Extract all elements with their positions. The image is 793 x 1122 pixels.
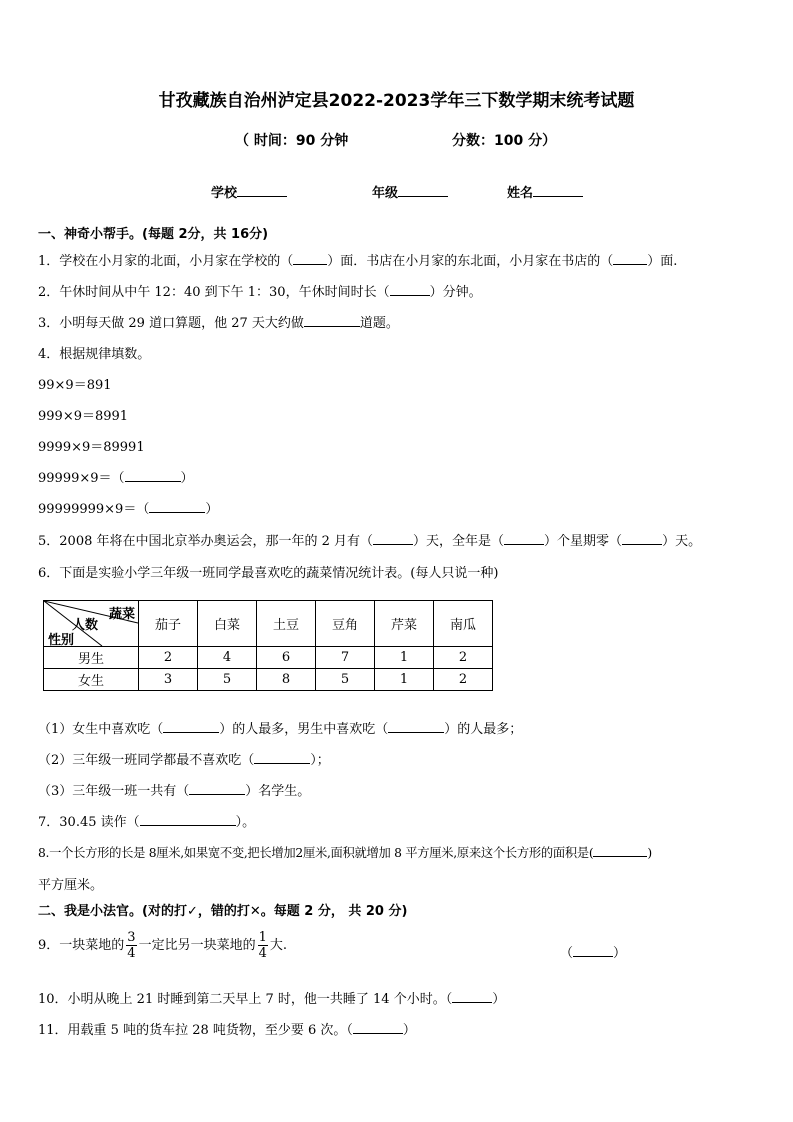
- corner-label-veg: 蔬菜: [108, 607, 135, 622]
- pattern-line-4: 99999×9＝（ ）: [38, 471, 194, 486]
- answer-blank[interactable]: [613, 252, 647, 265]
- answer-blank[interactable]: [254, 751, 310, 764]
- answer-blank[interactable]: [163, 720, 219, 733]
- answer-blank[interactable]: [149, 500, 205, 513]
- pattern-line-3: 9999×9＝89991: [38, 440, 145, 455]
- table-cell: 5: [198, 669, 257, 691]
- page-title: 甘孜藏族自治州泸定县2022-2023学年三下数学期末统考试题: [158, 91, 635, 111]
- answer-blank[interactable]: [504, 532, 544, 545]
- table-header-cell: 白菜: [198, 601, 257, 647]
- answer-blank[interactable]: [189, 782, 245, 795]
- grade-label: 年级: [372, 186, 399, 201]
- question-5: 5．2008 年将在中国北京举办奥运会，那一年的 2 月有（ ）天，全年是（ ）个星期零（ ）天。: [38, 534, 702, 549]
- table-header-row: [44, 601, 493, 647]
- grade-field[interactable]: [372, 182, 448, 201]
- answer-blank[interactable]: [573, 944, 613, 957]
- answer-blank[interactable]: [622, 532, 662, 545]
- table-corner-cell: [44, 601, 139, 647]
- question-2: 2．午休时间从中午 12：40 到下午 1：30，午休时间时长（ ）分钟。: [38, 285, 482, 300]
- name-input-line[interactable]: [533, 182, 583, 197]
- table-cell: 2: [434, 669, 493, 691]
- table-header-cell: 豆角: [316, 601, 375, 647]
- table-header-cell: 芹菜: [375, 601, 434, 647]
- answer-blank[interactable]: [388, 720, 444, 733]
- table-cell: 8: [257, 669, 316, 691]
- question-3: 3．小明每天做 29 道口算题，他 27 天大约做 道题。: [38, 316, 399, 331]
- table-row: [44, 647, 493, 669]
- name-field[interactable]: [507, 182, 583, 201]
- fraction-three-quarters: $\frac{3}{4}$: [127, 930, 136, 961]
- question-1: 1．学校在小月家的北面，小月家在学校的（ ）面．书店在小月家的东北面，小月家在书店的（ ）面.: [38, 254, 678, 269]
- name-label: 姓名: [507, 186, 534, 201]
- question-11: 11．用载重 5 吨的货车拉 28 吨货物，至少要 6 次。（ ）: [38, 1023, 416, 1038]
- pattern-line-5: 99999999×9＝（ ）: [38, 502, 219, 517]
- answer-blank[interactable]: [125, 469, 181, 482]
- table-cell: 6: [257, 647, 316, 669]
- table-cell: 7: [316, 647, 375, 669]
- table-cell: 2: [139, 647, 198, 669]
- corner-label-people: 人数: [72, 618, 99, 633]
- answer-blank[interactable]: [452, 990, 492, 1003]
- table-cell: 3: [139, 669, 198, 691]
- corner-label-gender: 性别: [48, 633, 75, 648]
- school-label: 学校: [211, 186, 238, 201]
- section-2-heading: 二、我是小法官。(对的打✓，错的打✕。每题 2 分， 共 20 分): [38, 904, 408, 919]
- question-6: 6．下面是实验小学三年级一班同学最喜欢吃的蔬菜情况统计表。(每人只说一种): [38, 566, 499, 581]
- school-input-line[interactable]: [237, 182, 287, 197]
- question-4: 4．根据规律填数。: [38, 347, 151, 362]
- answer-blank[interactable]: [293, 252, 327, 265]
- grade-input-line[interactable]: [398, 182, 448, 197]
- pattern-line-1: 99×9＝891: [38, 378, 112, 393]
- table-cell: 1: [375, 647, 434, 669]
- question-6-1: （1）女生中喜欢吃（ ）的人最多，男生中喜欢吃（ ）的人最多；: [38, 722, 523, 737]
- table-header-cell: 茄子: [139, 601, 198, 647]
- question-9-answer: （ ）: [560, 946, 627, 961]
- table-row-label: 男生: [44, 647, 139, 669]
- table-header-cell: 土豆: [257, 601, 316, 647]
- answer-blank[interactable]: [390, 283, 430, 296]
- score-label: 分数：100 分）: [452, 133, 557, 149]
- answer-blank[interactable]: [353, 1021, 403, 1034]
- section-1-heading: 一、神奇小帮手。(每题 2分，共 16分): [38, 227, 269, 242]
- table-cell: 1: [375, 669, 434, 691]
- answer-blank[interactable]: [304, 314, 360, 327]
- vegetable-stats-table: [43, 600, 493, 691]
- table-row-label: 女生: [44, 669, 139, 691]
- question-8-cont: 平方厘米。: [38, 878, 104, 893]
- answer-blank[interactable]: [593, 844, 647, 857]
- question-6-2: （2）三年级一班同学都最不喜欢吃（ ）；: [38, 753, 330, 768]
- table-header-cell: 南瓜: [434, 601, 493, 647]
- answer-blank[interactable]: [373, 532, 413, 545]
- question-7: 7．30.45 读作（ ）。: [38, 815, 256, 830]
- question-9: 9．一块菜地的 $\frac{3}{4}$ 一定比另一块菜地的 $\frac{1}{4}$ 大.: [38, 930, 287, 961]
- table-cell: 4: [198, 647, 257, 669]
- time-label: （ 时间：90 分钟: [235, 133, 349, 149]
- question-10: 10．小明从晚上 21 时睡到第二天早上 7 时，他一共睡了 14 个小时。（ ）: [38, 992, 506, 1007]
- table-row: [44, 669, 493, 691]
- school-field[interactable]: [211, 182, 287, 201]
- table-cell: 5: [316, 669, 375, 691]
- fraction-one-quarter: $\frac{1}{4}$: [258, 930, 267, 961]
- pattern-line-2: 999×9＝8991: [38, 409, 129, 424]
- table-cell: 2: [434, 647, 493, 669]
- question-8: 8.一个长方形的长是 8厘米,如果宽不变,把长增加2厘米,面积就增加 8 平方厘米,原来这个长方形的面积是( ): [38, 846, 652, 860]
- answer-blank[interactable]: [140, 813, 236, 826]
- question-6-3: （3）三年级一班一共有（ ）名学生。: [38, 784, 311, 799]
